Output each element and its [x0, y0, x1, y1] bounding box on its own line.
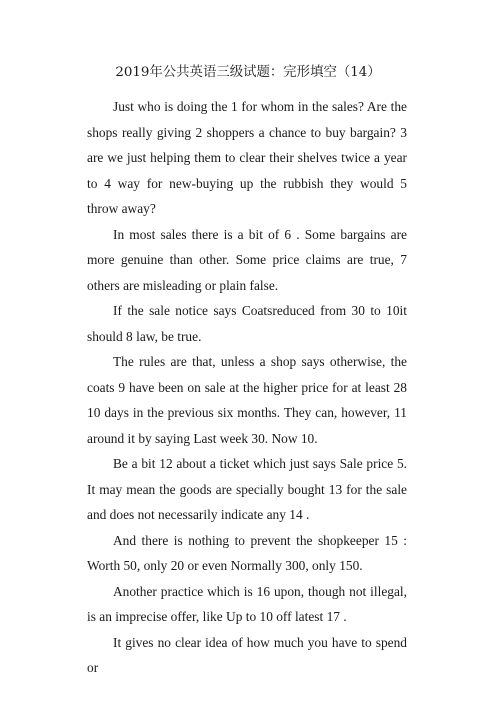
paragraph: It gives no clear idea of how much you have to spend or [87, 634, 407, 675]
paragraph: In most sales there is a bit of 6 . Some bargains are more genuine than other. Some price claims are true, 7 others are misleading or plain false. [87, 226, 407, 293]
paragraph: The rules are that, unless a shop says otherwise, the coats 9 have been on sale at the higher price for at least 28 10 days in the previous six months. They can, however, 11 around it by saying Last week 30. Now 10. [87, 354, 407, 446]
paragraph: Be a bit 12 about a ticket which just says Sale price 5. It may mean the goods are specially bought 13 for the sale and does not necessarily indicate any 14 . [87, 456, 407, 522]
paragraph: Another practice which is 16 upon, though not illegal, is an imprecise offer, like Up to 10 off latest 17 . [87, 583, 407, 624]
document-title: 2019年公共英语三级试题：完形填空（14） [115, 65, 381, 80]
paragraph: Just who is doing the 1 for whom in the sales? Are the shops really giving 2 shoppers a chance to buy bargain? 3 are we just helping them to clear their shelves twice a year to 4 way for new-buying up the rubbish they would 5 throw away? [87, 99, 407, 216]
paragraph: And there is nothing to prevent the shopkeeper 15 : Worth 50, only 20 or even Normally 300, only 150. [87, 532, 407, 573]
paragraph: If the sale notice says Coatsreduced from 30 to 10it should 8 law, be true. [87, 303, 407, 344]
document-body [87, 94, 407, 681]
